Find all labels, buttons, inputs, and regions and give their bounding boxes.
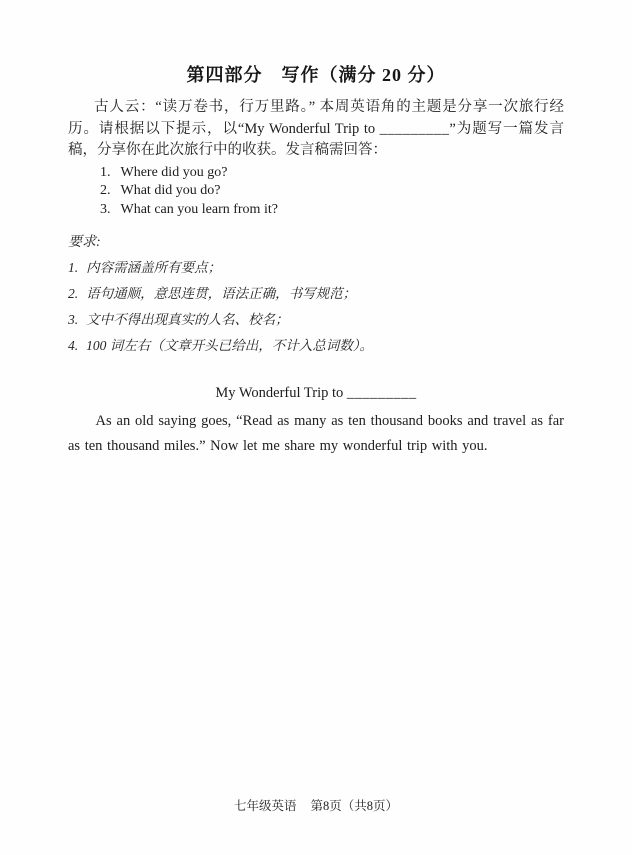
essay-title-blank-line: _________ [346, 385, 417, 401]
question-text: What did you do? [120, 183, 221, 198]
prompt-paragraph [68, 97, 564, 162]
requirement-text: 100 词左右（文章开头已给出，不计入总词数）。 [86, 338, 373, 353]
requirement-item [68, 333, 564, 359]
question-list [100, 164, 564, 220]
requirements-list [68, 255, 564, 359]
prompt-text-after-blank: ”为题写一篇发言稿，分享你在此次旅行中的收获。发言稿需回答： [68, 120, 564, 158]
requirement-number: 3. [68, 312, 79, 327]
requirement-text: 文中不得出现真实的人名、校名； [86, 312, 289, 327]
question-number: 2. [100, 183, 111, 198]
essay-title-text: My Wonderful Trip to [215, 385, 344, 401]
title-blank-line: _________ [379, 120, 450, 137]
requirement-item [68, 307, 564, 333]
requirements-label: 要求: [68, 235, 101, 250]
question-number: 1. [100, 164, 111, 180]
essay-title [68, 383, 564, 403]
requirement-item [68, 255, 564, 281]
essay-opening-paragraph: As an old saying goes, “Read as many as ten thousand books and travel as far as ten thousand miles.” Now let me share my wonderful trip with you. [68, 413, 564, 454]
question-text: What can you learn from it? [120, 201, 278, 217]
question-item [100, 201, 564, 220]
requirement-text: 内容需涵盖所有要点； [86, 260, 222, 275]
requirement-number: 1. [68, 260, 79, 275]
question-item [100, 182, 564, 201]
requirement-number: 4. [68, 338, 79, 353]
section-title: 第四部分 写作（满分 20 分） [186, 65, 446, 85]
footer-page-number: 第8页（共8页） [310, 799, 399, 813]
requirement-item [68, 281, 564, 307]
footer-course-label: 七年级英语 [233, 799, 297, 813]
question-text: Where did you go? [120, 164, 228, 180]
question-item [100, 164, 564, 183]
question-number: 3. [100, 201, 111, 217]
page-footer [0, 796, 632, 814]
requirement-text: 语句通顺，意思连贯，语法正确，书写规范； [86, 286, 357, 301]
prompt-text-before-blank: 古人云：“读万卷书，行万里路。” 本周英语角的主题是分享一次旅行经历。请根据以下提示，以“My Wonderful Trip to [68, 99, 564, 137]
requirement-number: 2. [68, 286, 79, 301]
